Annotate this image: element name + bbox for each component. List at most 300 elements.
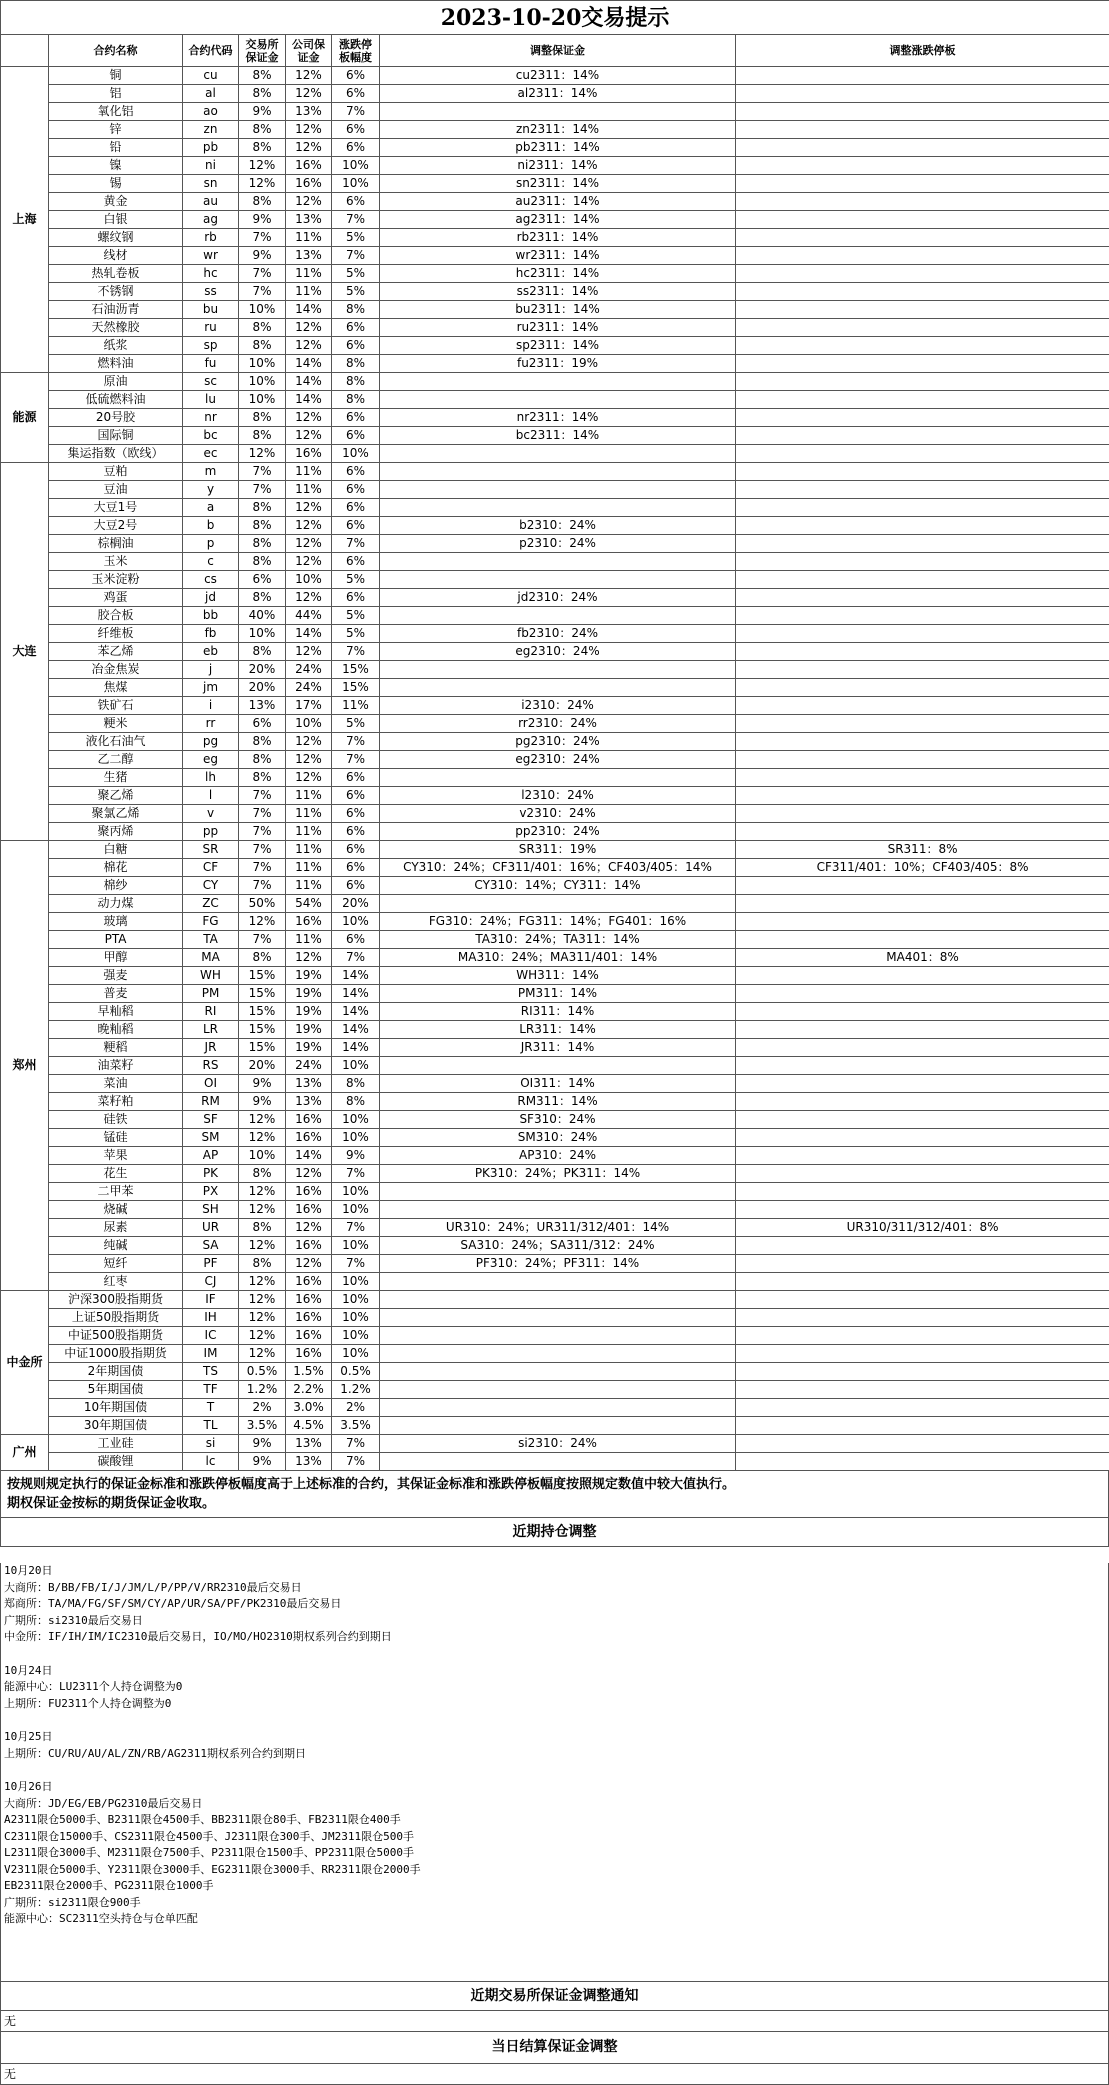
contract-code-cell: ru — [183, 319, 239, 337]
contract-name-cell: 生猪 — [49, 769, 183, 787]
page-title: 2023-10-20交易提示 — [1, 1, 1109, 35]
exchange-margin-cell: 7% — [239, 823, 286, 841]
adjusted-limit-cell — [736, 175, 1109, 193]
price-limit-cell: 10% — [332, 1237, 380, 1255]
table-row — [1, 877, 1109, 895]
contract-name-cell: 短纤 — [49, 1255, 183, 1273]
position-adjust-line: A2311限仓5000手、B2311限仓4500手、BB2311限仓80手、FB2311限仓400手 — [4, 1812, 1105, 1829]
exchange-margin-cell: 7% — [239, 229, 286, 247]
company-margin-cell: 16% — [286, 1309, 332, 1327]
table-row — [1, 157, 1109, 175]
price-limit-cell: 15% — [332, 679, 380, 697]
header-contract-name: 合约名称 — [49, 35, 183, 67]
company-margin-cell: 11% — [286, 931, 332, 949]
adjusted-margin-cell: ag2311：14% — [380, 211, 736, 229]
price-limit-cell: 7% — [332, 751, 380, 769]
price-limit-cell: 6% — [332, 481, 380, 499]
adjusted-limit-cell — [736, 121, 1109, 139]
exchange-margin-cell: 7% — [239, 787, 286, 805]
adjusted-limit-cell — [736, 481, 1109, 499]
adjusted-margin-cell: rr2310：24% — [380, 715, 736, 733]
table-row — [1, 823, 1109, 841]
table-row — [1, 301, 1109, 319]
contract-code-cell: JR — [183, 1039, 239, 1057]
company-margin-cell: 13% — [286, 247, 332, 265]
company-margin-cell: 12% — [286, 427, 332, 445]
contract-name-cell: 菜籽粕 — [49, 1093, 183, 1111]
contract-code-cell: CF — [183, 859, 239, 877]
company-margin-cell: 12% — [286, 733, 332, 751]
contract-name-cell: 冶金焦炭 — [49, 661, 183, 679]
adjusted-margin-cell: v2310：24% — [380, 805, 736, 823]
contract-code-cell: eb — [183, 643, 239, 661]
table-row — [1, 571, 1109, 589]
contract-code-cell: PX — [183, 1183, 239, 1201]
adjusted-limit-cell — [736, 1309, 1109, 1327]
exchange-margin-cell: 1.2% — [239, 1381, 286, 1399]
position-adjust-date: 10月24日 — [4, 1663, 1105, 1680]
contract-code-cell: sc — [183, 373, 239, 391]
contract-code-cell: IF — [183, 1291, 239, 1309]
price-limit-cell: 10% — [332, 913, 380, 931]
contract-code-cell: sp — [183, 337, 239, 355]
position-adjust-line: 大商所：JD/EG/EB/PG2310最后交易日 — [4, 1796, 1105, 1813]
table-row — [1, 607, 1109, 625]
contract-code-cell: PK — [183, 1165, 239, 1183]
adjusted-limit-cell — [736, 409, 1109, 427]
contract-name-cell: 棕榈油 — [49, 535, 183, 553]
company-margin-cell: 1.5% — [286, 1363, 332, 1381]
company-margin-cell: 10% — [286, 715, 332, 733]
price-limit-cell: 10% — [332, 1291, 380, 1309]
company-margin-cell: 12% — [286, 121, 332, 139]
company-margin-cell: 16% — [286, 157, 332, 175]
table-row — [1, 1291, 1109, 1309]
contract-code-cell: cu — [183, 67, 239, 85]
contract-code-cell: MA — [183, 949, 239, 967]
exchange-margin-cell: 7% — [239, 481, 286, 499]
adjusted-limit-cell — [736, 337, 1109, 355]
table-row — [1, 859, 1109, 877]
adjusted-margin-cell: MA310：24%；MA311/401：14% — [380, 949, 736, 967]
adjusted-limit-cell — [736, 229, 1109, 247]
price-limit-cell: 3.5% — [332, 1417, 380, 1435]
contract-name-cell: 20号胶 — [49, 409, 183, 427]
contract-code-cell: au — [183, 193, 239, 211]
table-row — [1, 589, 1109, 607]
contract-name-cell: 铝 — [49, 85, 183, 103]
position-adjust-heading: 近期持仓调整 — [0, 1517, 1109, 1547]
table-row — [1, 931, 1109, 949]
adjusted-margin-cell: ni2311：14% — [380, 157, 736, 175]
adjusted-margin-cell — [380, 499, 736, 517]
company-margin-cell: 19% — [286, 1021, 332, 1039]
contract-code-cell: TF — [183, 1381, 239, 1399]
exchange-margin-cell: 8% — [239, 67, 286, 85]
price-limit-cell: 7% — [332, 1435, 380, 1453]
table-row — [1, 697, 1109, 715]
contract-code-cell: cs — [183, 571, 239, 589]
adjusted-margin-cell — [380, 895, 736, 913]
adjusted-margin-cell — [380, 445, 736, 463]
table-row — [1, 1237, 1109, 1255]
exchange-margin-cell: 3.5% — [239, 1417, 286, 1435]
price-limit-cell: 6% — [332, 193, 380, 211]
position-adjust-date: 10月25日 — [4, 1729, 1105, 1746]
adjusted-margin-cell — [380, 1453, 736, 1471]
table-row — [1, 679, 1109, 697]
contract-code-cell: SM — [183, 1129, 239, 1147]
table-row — [1, 193, 1109, 211]
position-adjust-line: 上期所：CU/RU/AU/AL/ZN/RB/AG2311期权系列合约到期日 — [4, 1746, 1105, 1763]
position-adjust-line: V2311限仓5000手、Y2311限仓3000手、EG2311限仓3000手、RR2311限仓2000手 — [4, 1862, 1105, 1879]
adjusted-limit-cell — [736, 787, 1109, 805]
price-limit-cell: 10% — [332, 1057, 380, 1075]
adjusted-margin-cell — [380, 553, 736, 571]
exchange-margin-cell: 10% — [239, 625, 286, 643]
header-company-margin: 公司保证金 — [286, 35, 332, 67]
contract-name-cell: 硅铁 — [49, 1111, 183, 1129]
price-limit-cell: 6% — [332, 787, 380, 805]
exchange-margin-cell: 8% — [239, 733, 286, 751]
adjusted-margin-cell: JR311：14% — [380, 1039, 736, 1057]
price-limit-cell: 6% — [332, 427, 380, 445]
adjusted-margin-cell — [380, 661, 736, 679]
table-header — [1, 35, 1109, 67]
contract-name-cell: 氧化铝 — [49, 103, 183, 121]
adjusted-limit-cell — [736, 733, 1109, 751]
header-contract-code: 合约代码 — [183, 35, 239, 67]
contract-code-cell: UR — [183, 1219, 239, 1237]
price-limit-cell: 9% — [332, 1147, 380, 1165]
adjusted-margin-cell — [380, 1057, 736, 1075]
exchange-margin-cell: 12% — [239, 1201, 286, 1219]
contract-code-cell: SA — [183, 1237, 239, 1255]
table-row — [1, 1003, 1109, 1021]
company-margin-cell: 2.2% — [286, 1381, 332, 1399]
contract-code-cell: IH — [183, 1309, 239, 1327]
contract-name-cell: 液化石油气 — [49, 733, 183, 751]
exchange-margin-cell: 12% — [239, 1309, 286, 1327]
exchange-notice-body: 无 — [0, 2011, 1109, 2032]
price-limit-cell: 10% — [332, 1183, 380, 1201]
adjusted-limit-cell — [736, 1345, 1109, 1363]
contract-name-cell: 粳稻 — [49, 1039, 183, 1057]
price-limit-cell: 8% — [332, 301, 380, 319]
adjusted-limit-cell — [736, 1435, 1109, 1453]
adjusted-limit-cell — [736, 967, 1109, 985]
table-row — [1, 427, 1109, 445]
adjusted-margin-cell — [380, 373, 736, 391]
contract-code-cell: wr — [183, 247, 239, 265]
price-limit-cell: 7% — [332, 1219, 380, 1237]
adjusted-limit-cell — [736, 1237, 1109, 1255]
company-margin-cell: 4.5% — [286, 1417, 332, 1435]
contract-name-cell: 普麦 — [49, 985, 183, 1003]
adjusted-margin-cell: eg2310：24% — [380, 751, 736, 769]
price-limit-cell: 7% — [332, 643, 380, 661]
adjusted-limit-cell — [736, 499, 1109, 517]
adjusted-margin-cell — [380, 1201, 736, 1219]
position-adjust-list — [0, 1563, 1109, 1981]
exchange-margin-cell: 7% — [239, 931, 286, 949]
company-margin-cell: 12% — [286, 769, 332, 787]
contract-name-cell: 菜油 — [49, 1075, 183, 1093]
adjusted-margin-cell: sp2311：14% — [380, 337, 736, 355]
table-row — [1, 769, 1109, 787]
exchange-margin-cell: 6% — [239, 715, 286, 733]
table-row — [1, 967, 1109, 985]
price-limit-cell: 6% — [332, 841, 380, 859]
adjusted-margin-cell — [380, 769, 736, 787]
header-blank — [1, 35, 49, 67]
adjusted-limit-cell — [736, 1273, 1109, 1291]
table-row — [1, 1039, 1109, 1057]
position-adjust-line: L2311限仓3000手、M2311限仓7500手、P2311限仓1500手、PP2311限仓5000手 — [4, 1845, 1105, 1862]
contract-name-cell: 豆粕 — [49, 463, 183, 481]
adjusted-margin-cell: al2311：14% — [380, 85, 736, 103]
rules-note: 按规则规定执行的保证金标准和涨跌停板幅度高于上述标准的合约，其保证金标准和涨跌停板幅度按照规定数值中较大值执行。 — [7, 1475, 1102, 1494]
adjusted-limit-cell — [736, 1183, 1109, 1201]
contract-name-cell: 聚丙烯 — [49, 823, 183, 841]
contract-name-cell: 聚乙烯 — [49, 787, 183, 805]
price-limit-cell: 7% — [332, 1255, 380, 1273]
contract-code-cell: hc — [183, 265, 239, 283]
table-row — [1, 1399, 1109, 1417]
company-margin-cell: 13% — [286, 211, 332, 229]
price-limit-cell: 20% — [332, 895, 380, 913]
company-margin-cell: 19% — [286, 1039, 332, 1057]
price-limit-cell: 5% — [332, 715, 380, 733]
price-limit-cell: 10% — [332, 1129, 380, 1147]
adjusted-limit-cell — [736, 1129, 1109, 1147]
exchange-margin-cell: 8% — [239, 337, 286, 355]
price-limit-cell: 7% — [332, 247, 380, 265]
price-limit-cell: 8% — [332, 355, 380, 373]
adjusted-limit-cell — [736, 139, 1109, 157]
contract-name-cell: 碳酸锂 — [49, 1453, 183, 1471]
company-margin-cell: 16% — [286, 1183, 332, 1201]
contract-name-cell: 原油 — [49, 373, 183, 391]
header-price-limit: 涨跌停板幅度 — [332, 35, 380, 67]
contract-code-cell: i — [183, 697, 239, 715]
contract-name-cell: 镍 — [49, 157, 183, 175]
adjusted-margin-cell: zn2311：14% — [380, 121, 736, 139]
table-row — [1, 661, 1109, 679]
price-limit-cell: 6% — [332, 589, 380, 607]
exchange-margin-cell: 20% — [239, 1057, 286, 1075]
adjusted-margin-cell: PK310：24%；PK311：14% — [380, 1165, 736, 1183]
adjusted-margin-cell: cu2311：14% — [380, 67, 736, 85]
contract-code-cell: AP — [183, 1147, 239, 1165]
contract-code-cell: ni — [183, 157, 239, 175]
table-row — [1, 319, 1109, 337]
contract-code-cell: b — [183, 517, 239, 535]
adjusted-margin-cell: rb2311：14% — [380, 229, 736, 247]
price-limit-cell: 10% — [332, 157, 380, 175]
company-margin-cell: 11% — [286, 463, 332, 481]
exchange-margin-cell: 8% — [239, 121, 286, 139]
adjusted-margin-cell: fb2310：24% — [380, 625, 736, 643]
exchange-margin-cell: 12% — [239, 1345, 286, 1363]
adjusted-margin-cell — [380, 571, 736, 589]
contract-name-cell: 低硫燃料油 — [49, 391, 183, 409]
table-row — [1, 373, 1109, 391]
adjusted-margin-cell: nr2311：14% — [380, 409, 736, 427]
contract-code-cell: jm — [183, 679, 239, 697]
adjusted-limit-cell — [736, 1381, 1109, 1399]
adjusted-limit-cell — [736, 751, 1109, 769]
adjusted-margin-cell: p2310：24% — [380, 535, 736, 553]
price-limit-cell: 15% — [332, 661, 380, 679]
adjusted-margin-cell — [380, 1183, 736, 1201]
company-margin-cell: 19% — [286, 1003, 332, 1021]
exchange-margin-cell: 9% — [239, 1075, 286, 1093]
contract-name-cell: 线材 — [49, 247, 183, 265]
contract-name-cell: 沪深300股指期货 — [49, 1291, 183, 1309]
exchange-margin-cell: 15% — [239, 1021, 286, 1039]
contract-name-cell: 2年期国债 — [49, 1363, 183, 1381]
contract-name-cell: 大豆1号 — [49, 499, 183, 517]
contract-code-cell: zn — [183, 121, 239, 139]
position-adjust-line: EB2311限仓2000手、PG2311限仓1000手 — [4, 1878, 1105, 1895]
adjusted-limit-cell — [736, 445, 1109, 463]
contract-code-cell: lh — [183, 769, 239, 787]
exchange-margin-cell: 9% — [239, 1453, 286, 1471]
adjusted-margin-cell: pp2310：24% — [380, 823, 736, 841]
position-adjust-line: 能源中心：SC2311空头持仓与仓单匹配 — [4, 1911, 1105, 1928]
price-limit-cell: 10% — [332, 1201, 380, 1219]
position-adjust-line: 中金所：IF/IH/IM/IC2310最后交易日，IO/MO/HO2310期权系列合约到期日 — [4, 1629, 1105, 1646]
table-row — [1, 1435, 1109, 1453]
contract-name-cell: 锡 — [49, 175, 183, 193]
price-limit-cell: 6% — [332, 85, 380, 103]
company-margin-cell: 16% — [286, 1201, 332, 1219]
company-margin-cell: 13% — [286, 1453, 332, 1471]
contract-name-cell: 5年期国债 — [49, 1381, 183, 1399]
exchange-margin-cell: 8% — [239, 535, 286, 553]
adjusted-margin-cell: WH311：14% — [380, 967, 736, 985]
table-row — [1, 715, 1109, 733]
exchange-margin-cell: 8% — [239, 427, 286, 445]
table-row — [1, 553, 1109, 571]
adjusted-margin-cell: bc2311：14% — [380, 427, 736, 445]
exchange-margin-cell: 9% — [239, 103, 286, 121]
adjusted-limit-cell — [736, 661, 1109, 679]
contract-name-cell: 黄金 — [49, 193, 183, 211]
adjusted-margin-cell: OI311：14% — [380, 1075, 736, 1093]
contract-name-cell: 上证50股指期货 — [49, 1309, 183, 1327]
region-cell: 郑州 — [1, 841, 49, 1291]
company-margin-cell: 11% — [286, 481, 332, 499]
company-margin-cell: 12% — [286, 499, 332, 517]
exchange-margin-cell: 15% — [239, 1039, 286, 1057]
contract-code-cell: bb — [183, 607, 239, 625]
exchange-margin-cell: 7% — [239, 283, 286, 301]
contract-name-cell: 石油沥青 — [49, 301, 183, 319]
exchange-margin-cell: 7% — [239, 463, 286, 481]
exchange-margin-cell: 12% — [239, 1327, 286, 1345]
contract-code-cell: WH — [183, 967, 239, 985]
company-margin-cell: 12% — [286, 193, 332, 211]
adjusted-limit-cell — [736, 985, 1109, 1003]
exchange-margin-cell: 12% — [239, 157, 286, 175]
exchange-margin-cell: 10% — [239, 391, 286, 409]
exchange-margin-cell: 12% — [239, 1273, 286, 1291]
company-margin-cell: 11% — [286, 823, 332, 841]
company-margin-cell: 11% — [286, 787, 332, 805]
contract-name-cell: 玉米淀粉 — [49, 571, 183, 589]
price-limit-cell: 7% — [332, 535, 380, 553]
company-margin-cell: 16% — [286, 1273, 332, 1291]
adjusted-limit-cell: UR310/311/312/401：8% — [736, 1219, 1109, 1237]
contract-name-cell: 天然橡胶 — [49, 319, 183, 337]
position-adjust-block — [4, 1663, 1105, 1713]
adjusted-limit-cell — [736, 247, 1109, 265]
adjusted-margin-cell: PM311：14% — [380, 985, 736, 1003]
company-margin-cell: 14% — [286, 391, 332, 409]
table-row — [1, 895, 1109, 913]
exchange-margin-cell: 15% — [239, 967, 286, 985]
exchange-margin-cell: 12% — [239, 1129, 286, 1147]
contract-code-cell: bu — [183, 301, 239, 319]
exchange-margin-cell: 8% — [239, 769, 286, 787]
exchange-margin-cell: 20% — [239, 679, 286, 697]
company-margin-cell: 12% — [286, 1219, 332, 1237]
contract-code-cell: TL — [183, 1417, 239, 1435]
table-row — [1, 1057, 1109, 1075]
adjusted-margin-cell — [380, 1363, 736, 1381]
contract-code-cell: rb — [183, 229, 239, 247]
adjusted-margin-cell — [380, 1381, 736, 1399]
adjusted-margin-cell: LR311：14% — [380, 1021, 736, 1039]
exchange-margin-cell: 7% — [239, 265, 286, 283]
company-margin-cell: 24% — [286, 661, 332, 679]
contract-name-cell: 10年期国债 — [49, 1399, 183, 1417]
adjusted-limit-cell — [736, 1291, 1109, 1309]
contract-name-cell: 早籼稻 — [49, 1003, 183, 1021]
company-margin-cell: 16% — [286, 445, 332, 463]
contract-code-cell: CY — [183, 877, 239, 895]
table-row — [1, 355, 1109, 373]
table-row — [1, 1363, 1109, 1381]
exchange-margin-cell: 8% — [239, 85, 286, 103]
exchange-margin-cell: 8% — [239, 643, 286, 661]
contract-code-cell: p — [183, 535, 239, 553]
contract-name-cell: 不锈钢 — [49, 283, 183, 301]
adjusted-limit-cell — [736, 319, 1109, 337]
adjusted-limit-cell — [736, 697, 1109, 715]
company-margin-cell: 11% — [286, 805, 332, 823]
table-row — [1, 1093, 1109, 1111]
contract-name-cell: 油菜籽 — [49, 1057, 183, 1075]
company-margin-cell: 11% — [286, 841, 332, 859]
contract-code-cell: rr — [183, 715, 239, 733]
adjusted-margin-cell: ru2311：14% — [380, 319, 736, 337]
exchange-margin-cell: 12% — [239, 175, 286, 193]
contract-name-cell: 苹果 — [49, 1147, 183, 1165]
header-adjusted-margin: 调整保证金 — [380, 35, 736, 67]
company-margin-cell: 14% — [286, 355, 332, 373]
price-limit-cell: 11% — [332, 697, 380, 715]
company-margin-cell: 12% — [286, 337, 332, 355]
exchange-margin-cell: 15% — [239, 1003, 286, 1021]
contract-code-cell: ag — [183, 211, 239, 229]
position-adjust-date: 10月26日 — [4, 1779, 1105, 1796]
position-adjust-line: 上期所：FU2311个人持仓调整为0 — [4, 1696, 1105, 1713]
price-limit-cell: 6% — [332, 553, 380, 571]
contract-code-cell: a — [183, 499, 239, 517]
